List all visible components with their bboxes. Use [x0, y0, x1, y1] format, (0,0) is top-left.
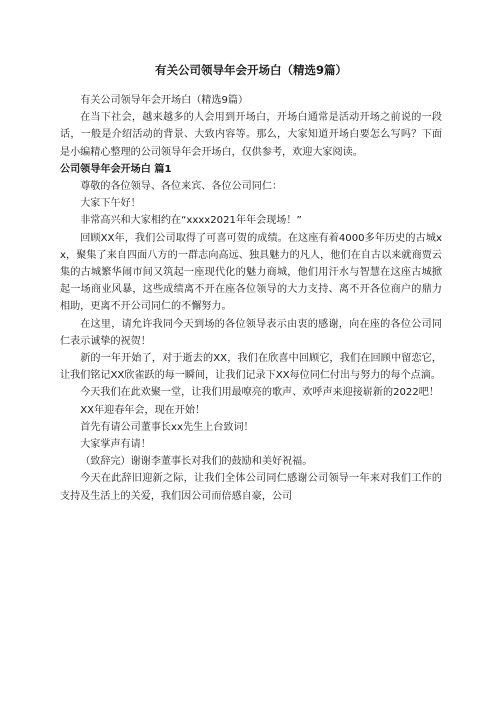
body-paragraph: 在这里，请允许我同今天到场的各位领导表示由衷的感谢，向在座的各位公司同仁表示诚挚的祝贺！: [60, 318, 442, 347]
body-paragraph: 大家掌声有请！: [80, 439, 151, 451]
intro-paragraph: 在当下社会，越来越多的人会用到开场白，开场白通常是活动开场之前说的一段话，一般是介绍活动的背景、大致内容等。那么，大家知道开场白要怎么写吗？下面是小编精心整理的公司领导年会开场白，仅供参考，欢迎大家阅读。: [60, 112, 442, 158]
body-paragraph: XX年迎春年会，现在开始！: [80, 404, 206, 416]
body-paragraph: 今天我们在此欢聚一堂，让我们用最嘹亮的歌声、欢呼声来迎接崭新的2022吧！: [80, 387, 439, 399]
body-paragraph: 回顾XX年，我们公司取得了可喜可贺的成绩。在这座有着4000多年历史的古城xx，聚集了来自四面八方的一群志向高远、独具魅力的凡人，他们在自古以来就商贾云集的古城繁华闹市间又筑起一座现代化的魅力商城，他们用汗水与智慧在这座古城掀起一场商业风暴，这些成绩离不开在座各位领导的大力支持、离不开各位商户的鼎力相助，更离不开公司同仁的不懈努力。: [60, 232, 442, 313]
body-paragraph: 大家下午好！: [80, 198, 141, 210]
body-paragraph: 新的一年开始了，对于逝去的XX，我们在欣喜中回顾它，我们在回顾中留恋它，让我们铭记XX欣雀跃的每一瞬间，让我们记录下XX每位同仁付出与努力的每个点滴。: [60, 353, 442, 382]
section-heading: 公司领导年会开场白 篇1: [60, 163, 172, 175]
document-subtitle: 有关公司领导年会开场白（精选9篇）: [80, 95, 249, 106]
body-paragraph: 首先有请公司董事长xx先生上台致词！: [80, 421, 254, 433]
document-title: 有关公司领导年会开场白（精选9篇）: [155, 63, 347, 77]
body-paragraph: 非常高兴和大家相约在“xxxx2021年年会现场！”: [80, 215, 302, 227]
body-paragraph: 尊敬的各位领导、各位来宾、各位公司同仁：: [80, 181, 283, 193]
body-paragraph: （致辞完）谢谢李董事长对我们的鼓励和美好祝福。: [80, 456, 313, 468]
body-paragraph: 今天在此辞旧迎新之际，让我们全体公司同仁感谢公司领导一年来对我们工作的支持及生活上的关爱，我们因公司而倍感自豪，公司: [60, 473, 442, 502]
